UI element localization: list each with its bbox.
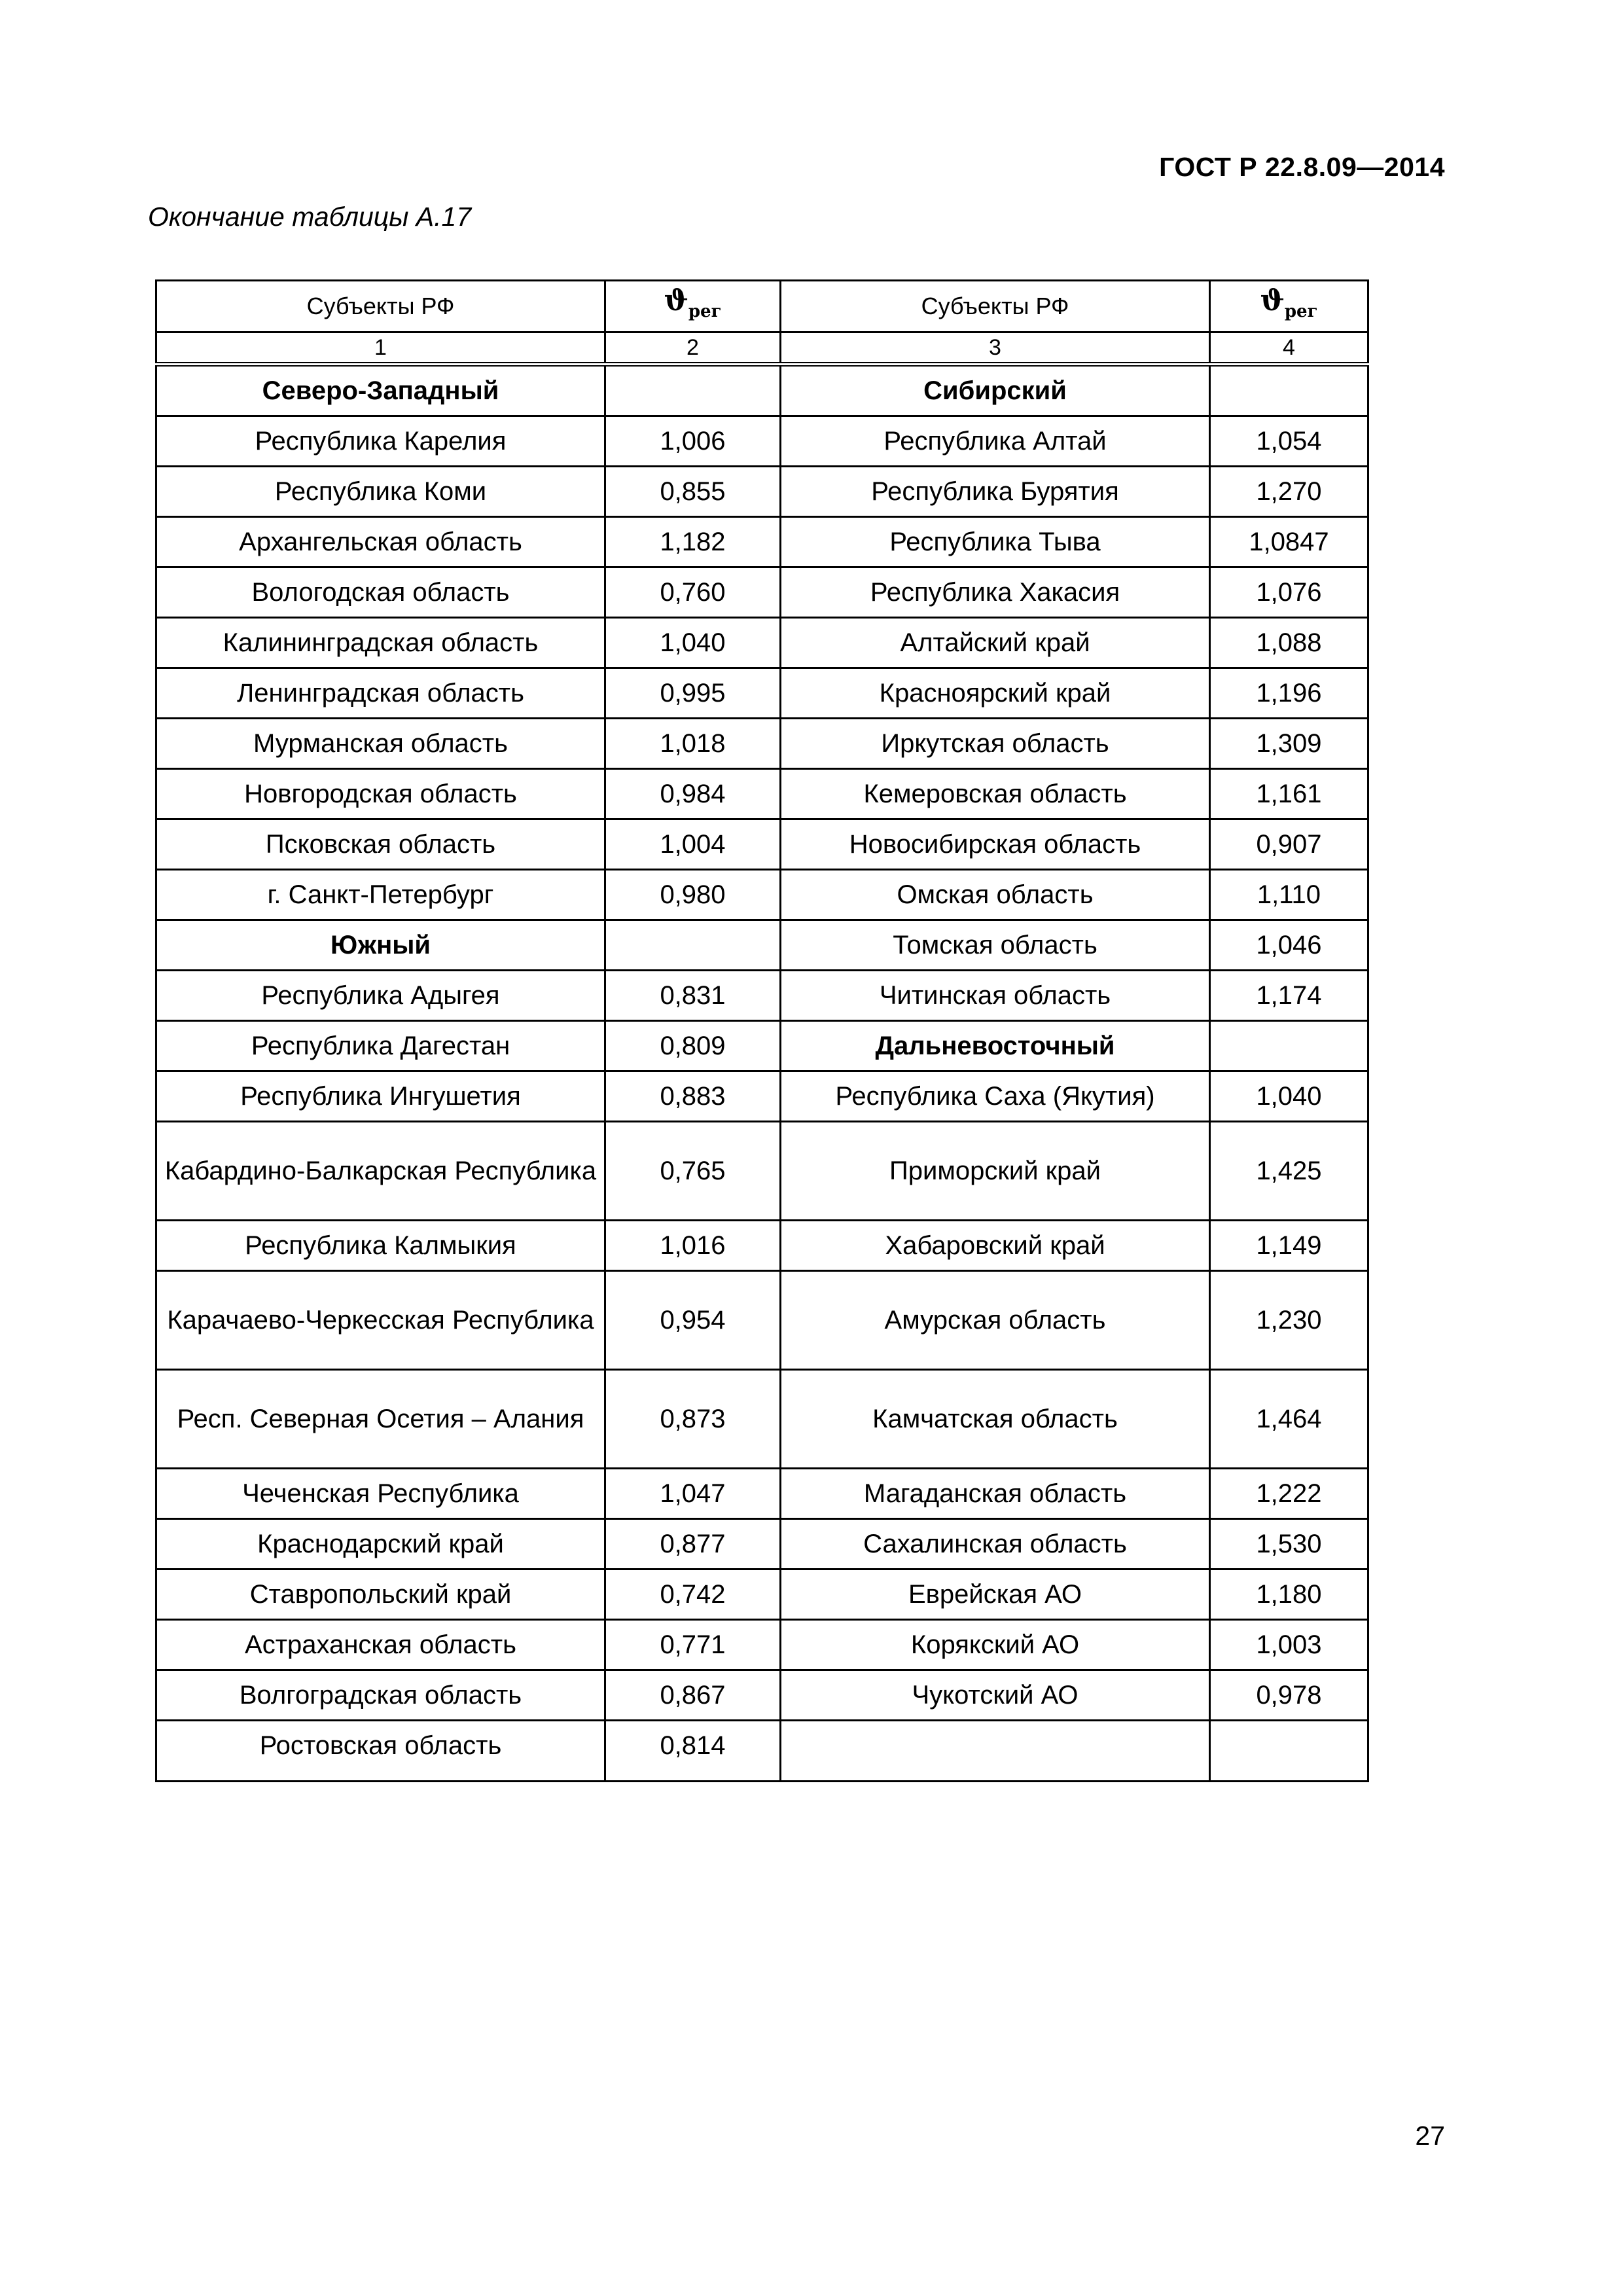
subject-name-right: Республика Алтай — [781, 416, 1210, 466]
table-row — [156, 466, 1368, 516]
column-number: 1 — [156, 332, 605, 364]
coefficient-left: 1,016 — [605, 1220, 781, 1270]
coefficient-left: 1,040 — [605, 617, 781, 668]
table-row — [156, 416, 1368, 466]
subject-name-left: г. Санкт-Петербург — [156, 869, 605, 920]
subject-name-right: Республика Саха (Якутия) — [781, 1071, 1210, 1121]
coefficient-left: 0,883 — [605, 1071, 781, 1121]
subject-name-left: Волгоградская область — [156, 1670, 605, 1720]
subject-name-right: Камчатская область — [781, 1369, 1210, 1468]
document-code: ГОСТ Р 22.8.09—2014 — [1159, 152, 1445, 182]
coefficient-left: 0,831 — [605, 970, 781, 1020]
table-row — [156, 668, 1368, 718]
subject-name-right: Читинская область — [781, 970, 1210, 1020]
subject-name-right: Иркутская область — [781, 718, 1210, 768]
coefficient-left: 1,004 — [605, 819, 781, 869]
table-row — [156, 1468, 1368, 1518]
subject-name-right: Кемеровская область — [781, 768, 1210, 819]
coefficient-left — [605, 920, 781, 970]
subject-name-right: Алтайский край — [781, 617, 1210, 668]
subject-name-right: Хабаровский край — [781, 1220, 1210, 1270]
subject-name-left: Ростовская область — [156, 1720, 605, 1781]
coefficient-left: 0,867 — [605, 1670, 781, 1720]
subject-name-right: Томская область — [781, 920, 1210, 970]
subject-name-right: Приморский край — [781, 1121, 1210, 1220]
table-header-row — [156, 281, 1368, 332]
subject-name-right: Республика Бурятия — [781, 466, 1210, 516]
coefficient-right: 1,425 — [1210, 1121, 1368, 1220]
subject-name-left: Вологодская область — [156, 567, 605, 617]
subject-name-right: Чукотский АО — [781, 1670, 1210, 1720]
coefficient-left: 0,760 — [605, 567, 781, 617]
subject-name-left: Мурманская область — [156, 718, 605, 768]
coefficient-right: 1,180 — [1210, 1569, 1368, 1619]
coefficient-right: 1,054 — [1210, 416, 1368, 466]
coefficient-right: 1,0847 — [1210, 516, 1368, 567]
header-coef-left: $ϑ_{рег}$ — [605, 281, 781, 332]
district-heading: Дальневосточный — [781, 1020, 1210, 1071]
table-row — [156, 1369, 1368, 1468]
table-row — [156, 1569, 1368, 1619]
subject-name-left: Краснодарский край — [156, 1518, 605, 1569]
coefficient-right: 1,161 — [1210, 768, 1368, 819]
subject-name-left: Кабардино-Балкарская Республика — [156, 1121, 605, 1220]
coefficient-left: 0,995 — [605, 668, 781, 718]
subject-name-left: Республика Карелия — [156, 416, 605, 466]
subject-name-left: Республика Адыгея — [156, 970, 605, 1020]
coefficient-right: 1,309 — [1210, 718, 1368, 768]
coefficient-left: 0,980 — [605, 869, 781, 920]
table-row — [156, 718, 1368, 768]
coefficient-right: 1,230 — [1210, 1270, 1368, 1369]
subject-name-left: Республика Дагестан — [156, 1020, 605, 1071]
subject-name-right: Корякский АО — [781, 1619, 1210, 1670]
subject-name-left: Астраханская область — [156, 1619, 605, 1670]
coefficient-left: 0,877 — [605, 1518, 781, 1569]
table-row — [156, 364, 1368, 416]
coefficient-right: 1,046 — [1210, 920, 1368, 970]
subject-name-left: Республика Коми — [156, 466, 605, 516]
coefficient-left: 0,954 — [605, 1270, 781, 1369]
subject-name-left: Респ. Северная Осетия – Алания — [156, 1369, 605, 1468]
column-number-row — [156, 332, 1368, 364]
table-row — [156, 1270, 1368, 1369]
subject-name-left: Новгородская область — [156, 768, 605, 819]
coefficient-right: 1,149 — [1210, 1220, 1368, 1270]
subject-name-left: Архангельская область — [156, 516, 605, 567]
subject-name-right — [781, 1720, 1210, 1781]
coefficient-left: 0,984 — [605, 768, 781, 819]
coefficient-right — [1210, 1020, 1368, 1071]
coefficient-right: 1,270 — [1210, 466, 1368, 516]
coefficient-right: 1,530 — [1210, 1518, 1368, 1569]
table-row — [156, 1071, 1368, 1121]
table-row — [156, 1720, 1368, 1781]
table-row — [156, 970, 1368, 1020]
coefficient-right: 1,003 — [1210, 1619, 1368, 1670]
district-heading: Северо-Западный — [156, 364, 605, 416]
table-row — [156, 617, 1368, 668]
coefficient-right: 0,978 — [1210, 1670, 1368, 1720]
table-row — [156, 869, 1368, 920]
coefficient-left: 0,873 — [605, 1369, 781, 1468]
subject-name-right: Республика Хакасия — [781, 567, 1210, 617]
page-number: 27 — [1415, 2121, 1445, 2151]
coefficient-left — [605, 364, 781, 416]
subject-name-left: Карачаево-Черкесская Республика — [156, 1270, 605, 1369]
table-row — [156, 1020, 1368, 1071]
table-row — [156, 920, 1368, 970]
table-row — [156, 1518, 1368, 1569]
coefficient-right — [1210, 1720, 1368, 1781]
subject-name-left: Республика Ингушетия — [156, 1071, 605, 1121]
coefficient-left: 0,771 — [605, 1619, 781, 1670]
header-coef-right: $ϑ_{рег}$ — [1210, 281, 1368, 332]
subject-name-right: Новосибирская область — [781, 819, 1210, 869]
subject-name-left: Чеченская Республика — [156, 1468, 605, 1518]
subject-name-left: Ленинградская область — [156, 668, 605, 718]
coefficient-right — [1210, 364, 1368, 416]
coefficient-right: 1,464 — [1210, 1369, 1368, 1468]
coefficient-right: 1,110 — [1210, 869, 1368, 920]
coefficient-right: 1,040 — [1210, 1071, 1368, 1121]
table-row — [156, 1220, 1368, 1270]
table-row — [156, 819, 1368, 869]
table-row — [156, 1121, 1368, 1220]
coefficient-right: 1,174 — [1210, 970, 1368, 1020]
coefficient-left: 0,809 — [605, 1020, 781, 1071]
district-heading: Сибирский — [781, 364, 1210, 416]
subject-name-right: Еврейская АО — [781, 1569, 1210, 1619]
table-row — [156, 1619, 1368, 1670]
coefficient-right: 1,076 — [1210, 567, 1368, 617]
coefficient-left: 1,018 — [605, 718, 781, 768]
subject-name-right: Магаданская область — [781, 1468, 1210, 1518]
coefficient-left: 0,742 — [605, 1569, 781, 1619]
subject-name-right: Республика Тыва — [781, 516, 1210, 567]
column-number: 3 — [781, 332, 1210, 364]
coefficient-left: 0,855 — [605, 466, 781, 516]
table-row — [156, 516, 1368, 567]
subject-name-right: Омская область — [781, 869, 1210, 920]
regional-coefficients-table — [155, 279, 1369, 1782]
subject-name-left: Ставропольский край — [156, 1569, 605, 1619]
coefficient-left: 1,006 — [605, 416, 781, 466]
table-row — [156, 567, 1368, 617]
column-number: 2 — [605, 332, 781, 364]
subject-name-right: Красноярский край — [781, 668, 1210, 718]
coefficient-left: 1,047 — [605, 1468, 781, 1518]
table-row — [156, 768, 1368, 819]
coefficient-left: 0,765 — [605, 1121, 781, 1220]
subject-name-left: Псковская область — [156, 819, 605, 869]
district-heading: Южный — [156, 920, 605, 970]
coefficient-left: 1,182 — [605, 516, 781, 567]
subject-name-right: Амурская область — [781, 1270, 1210, 1369]
header-subjects-right: Субъекты РФ — [781, 281, 1210, 332]
subject-name-left: Республика Калмыкия — [156, 1220, 605, 1270]
subject-name-left: Калининградская область — [156, 617, 605, 668]
coefficient-right: 1,222 — [1210, 1468, 1368, 1518]
column-number: 4 — [1210, 332, 1368, 364]
header-subjects-left: Субъекты РФ — [156, 281, 605, 332]
table-caption: Окончание таблицы А.17 — [148, 202, 472, 232]
table-row — [156, 1670, 1368, 1720]
coefficient-left: 0,814 — [605, 1720, 781, 1781]
subject-name-right: Сахалинская область — [781, 1518, 1210, 1569]
coefficient-right: 1,088 — [1210, 617, 1368, 668]
coefficient-right: 1,196 — [1210, 668, 1368, 718]
coefficient-right: 0,907 — [1210, 819, 1368, 869]
